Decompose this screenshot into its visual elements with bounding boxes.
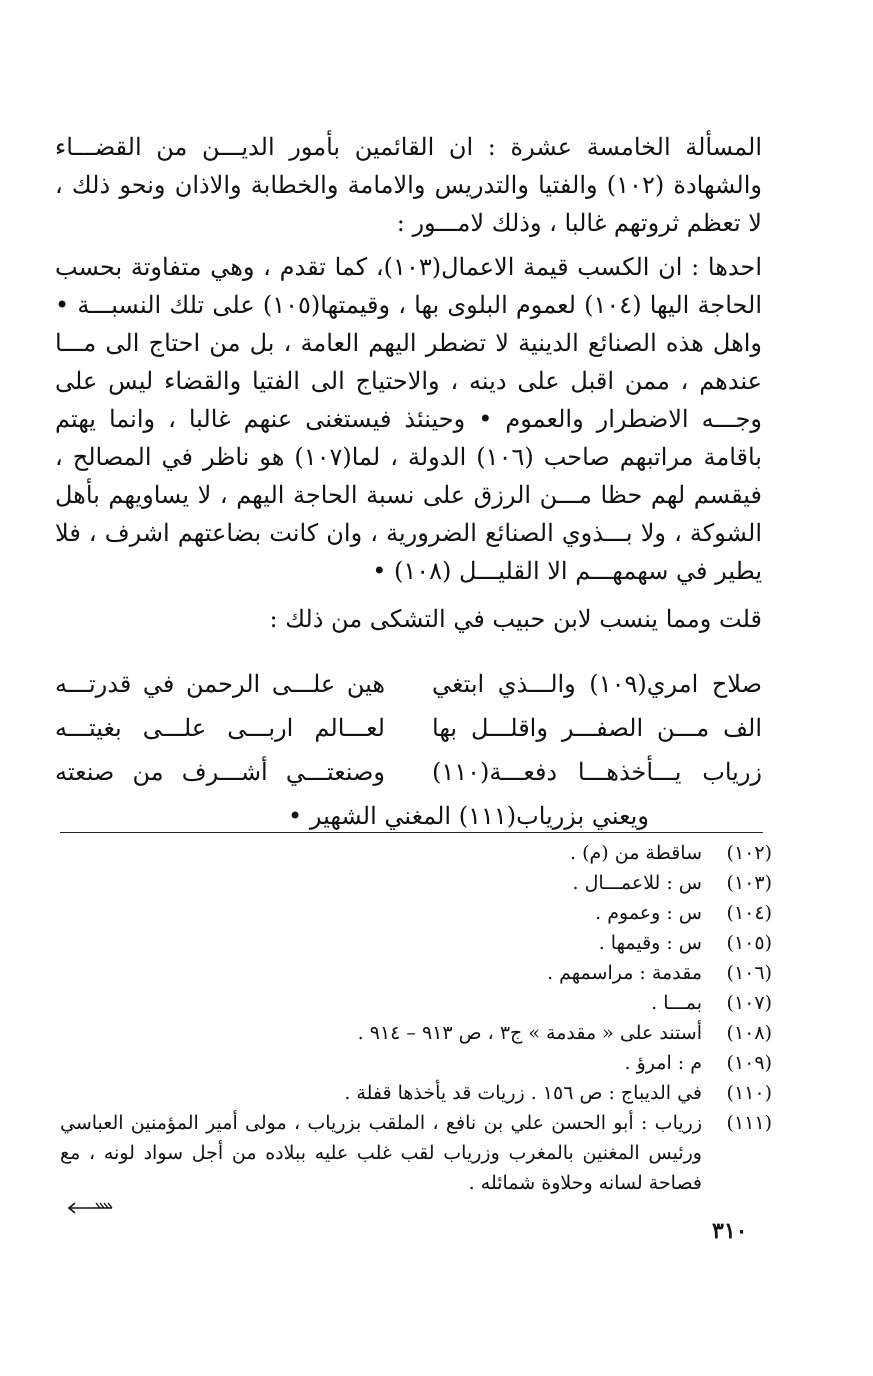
footnote-text: زرياب : أبو الحسن علي بن نافع ، الملقب بزرياب ، مولى أمير المؤمنين العباسي ورئيس المغنين بالمغرب وزرياب لقب غلب عليه ببلاده من أجل سواد لونه ، مع فصاحة لسانه وحلاوة شمائله .	[60, 1112, 702, 1194]
footnote	[60, 1078, 772, 1108]
footnote	[60, 958, 772, 988]
poem-introduction: قلت ومما ينسب لابن حبيب في التشكى من ذلك :	[269, 605, 762, 633]
hemistich-right: صلاح امري(١٠٩) والـــذي ابتغي	[432, 670, 763, 698]
hemistich-right: الف مـــن الصفـــر واقلـــل بها	[432, 714, 762, 742]
footnote-number: (١٠٦)	[726, 962, 772, 984]
footnote-number: (١٠٤)	[726, 902, 772, 924]
footnote-text: س : وعموم .	[595, 902, 702, 924]
footnote-number: (١١١)	[726, 1112, 772, 1134]
footnote-text: بمـــا .	[651, 992, 702, 1014]
poem-verse	[55, 750, 762, 794]
footnote	[60, 838, 772, 868]
footnote-text: أستند على « مقدمة » ج٣ ، ص ٩١٣ – ٩١٤ .	[357, 1022, 702, 1044]
footnote-number: (١٠٢)	[726, 842, 772, 864]
footnote-number: (١١٠)	[726, 1082, 772, 1104]
footnote-divider	[60, 832, 763, 833]
hemistich-left: لعـــالم اربـــى علـــى بغيتـــه	[55, 714, 385, 742]
main-text	[55, 128, 762, 644]
poem-verse	[55, 662, 762, 706]
paragraph-first-reason: احدها : ان الكسب قيمة الاعمال(١٠٣)، كما تقدم ، وهي متفاوتة بحسب الحاجة اليها (١٠٤) لعموم البلوى بها ، وقيمتها(١٠٥) على تلك النسبـــة • واهل هذه الصنائع الدينية لا تضطر اليهم العامة ، بل من احتاج الى مـــا عندهم ، ممن اقبل على دينه ، والاحتياج الى الفتيا والقضاء ليس على وجـــه الاضطرار والعموم • وحينئذ فيستغنى عنهم غالبا ، وانما يهتم باقامة مراتبهم صاحب (١٠٦) الدولة ، لما(١٠٧) هو ناظر في المصالح ، فيقسم لهم حظا مـــن الرزق على نسبة الحاجة اليهم ، لا يساويهم بأهل الشوكة ، ولا بـــذوي الصنائع الضرورية ، وان كانت بضاعتهم اشرف ، فلا يطير في سهمهـــم الا القليـــل (١٠٨) •	[55, 253, 763, 585]
footnote-number: (١٠٣)	[726, 872, 772, 894]
footnote-text: مقدمة : مراسمهم .	[547, 962, 702, 984]
footnote	[60, 868, 772, 898]
hemistich-left: هين علـــى الرحمن في قدرتـــه	[55, 670, 385, 698]
arrow-left-icon	[66, 1200, 114, 1216]
poem-note: ويعني بزرياب(١١١) المغني الشهير •	[288, 802, 649, 830]
footnote-text: ساقطة من (م) .	[570, 842, 702, 864]
poem	[55, 662, 762, 838]
footnote-text: س : للاعمـــال .	[572, 872, 702, 894]
paragraph-issue-fifteen: المسألة الخامسة عشرة : ان القائمين بأمور الديـــن من القضـــاء والشهادة (١٠٢) والفتيا والتدريس والامامة والخطابة والاذان ونحو ذلك ، لا تعظم ثروتهم غالبا ، وذلك لامـــور :	[55, 133, 763, 237]
poem-verse	[55, 706, 762, 750]
footnote	[60, 928, 772, 958]
footnote-number: (١٠٥)	[726, 932, 772, 954]
hemistich-left: وصنعتـــي أشـــرف من صنعته	[55, 758, 385, 786]
footnote	[60, 988, 772, 1018]
footnote-number: (١٠٨)	[726, 1022, 772, 1044]
footnote-number: (١٠٩)	[726, 1052, 772, 1074]
page-number: ٣١٠	[712, 1218, 748, 1244]
footnote-text: في الديباج : ص ١٥٦ . زريات قد يأخذها قفلة .	[344, 1082, 702, 1104]
footnote	[60, 898, 772, 928]
footnote-text: س : وقيمها .	[598, 932, 702, 954]
footnote	[60, 1108, 772, 1198]
hemistich-right: زرياب يـــأخذهـــا دفعـــة(١١٠)	[432, 758, 762, 786]
footnote-text: م : امرؤ .	[624, 1052, 702, 1074]
footnote	[60, 1018, 772, 1048]
footnote	[60, 1048, 772, 1078]
footnote-number: (١٠٧)	[726, 992, 772, 1014]
footnotes	[60, 838, 772, 1198]
